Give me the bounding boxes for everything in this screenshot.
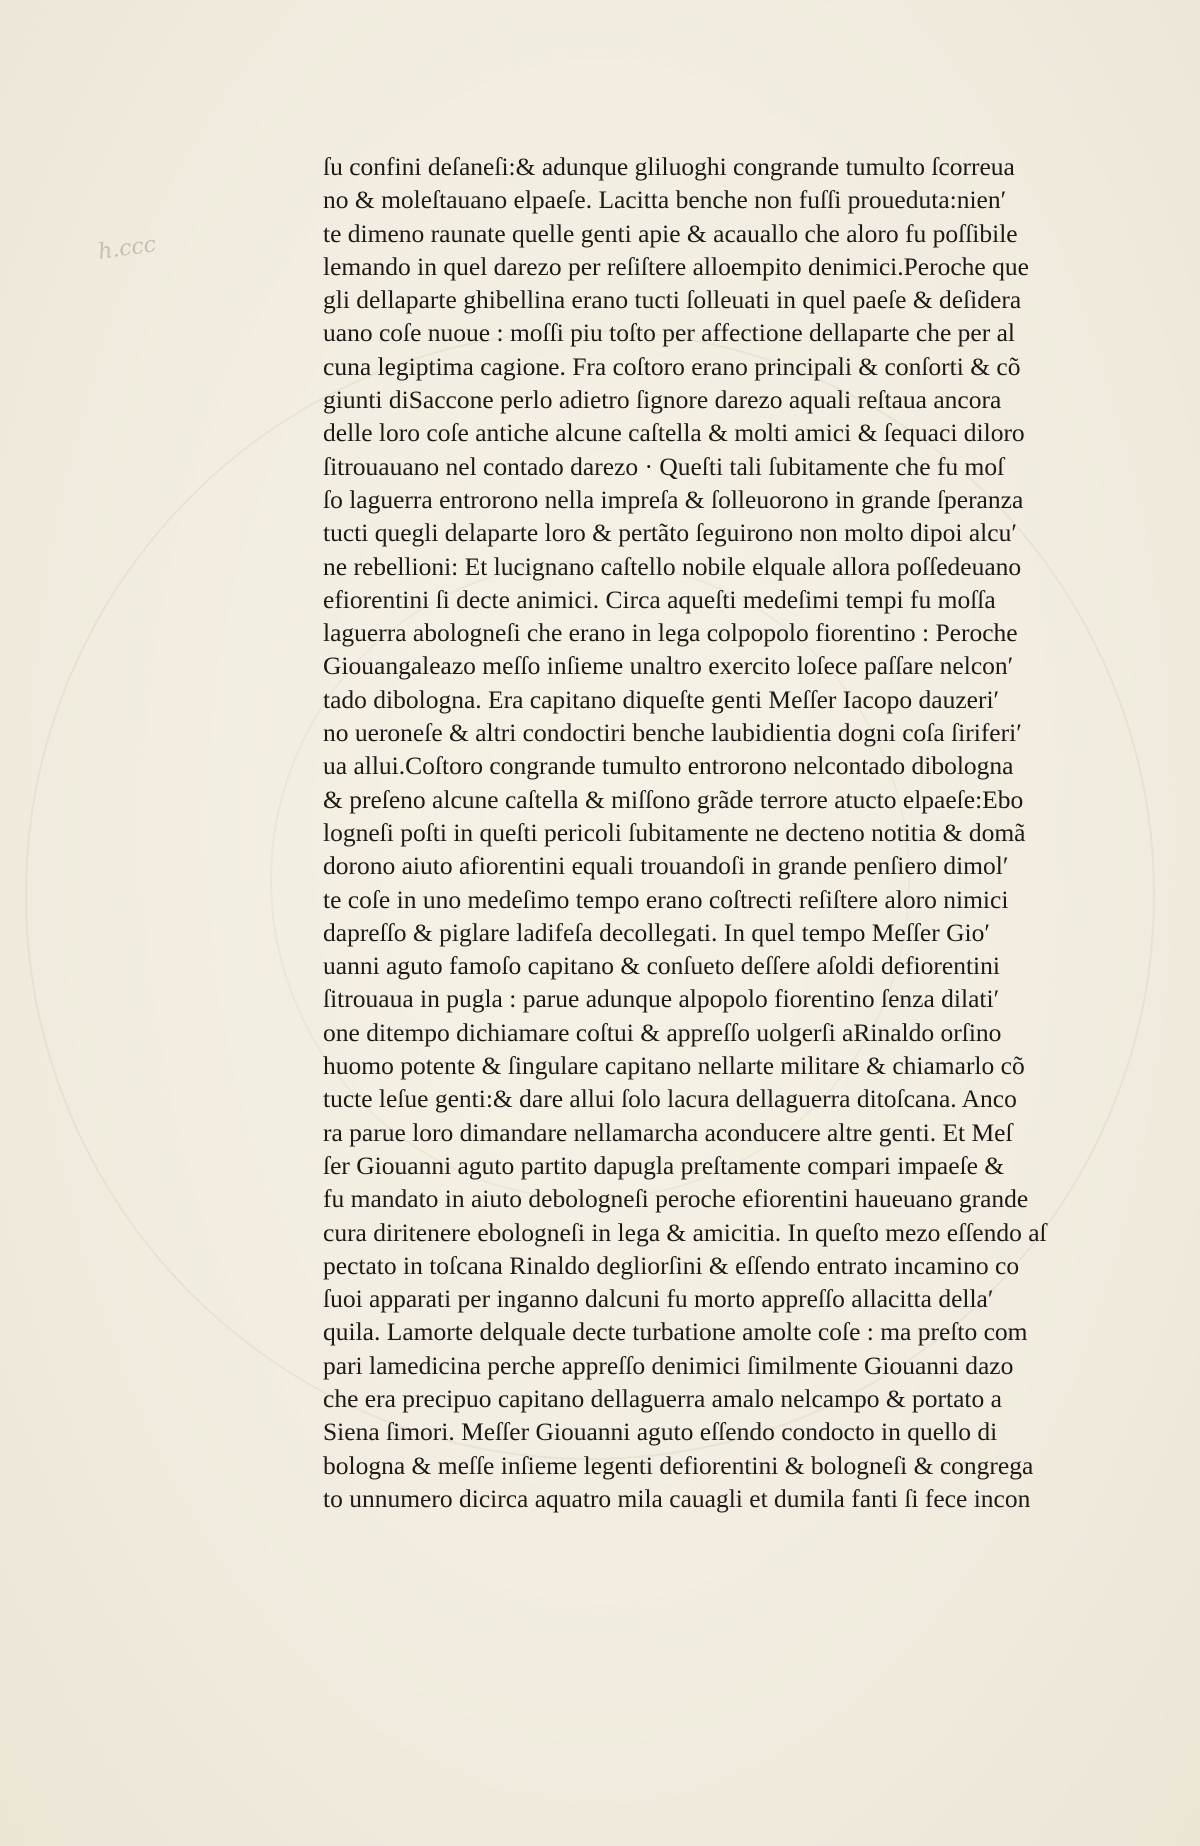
text-line: ſo laguerra entrorono nella impreſa & ſolleuorono in grande ſperanza bbox=[323, 484, 1024, 514]
text-line: Siena ſimori. Meſſer Giouanni aguto eſſendo condocto in quello di bbox=[323, 1417, 998, 1447]
text-line: che era precipuo capitano dellaguerra amalo nelcampo & portato a bbox=[323, 1383, 1002, 1413]
text-line: to unnumero dicirca aquatro mila cauagli et dumila fanti ſi fece incon bbox=[323, 1483, 1031, 1513]
text-line: & preſeno alcune caſtella & miſſono grãde terrore atucto elpaeſe:Ebo bbox=[323, 784, 1024, 814]
text-line: efiorentini ſi decte animici. Circa aqueſti medeſimi tempi fu moſſa bbox=[323, 584, 996, 614]
text-line: te dimeno raunate quelle genti apie & acauallo che aloro fu poſſibile bbox=[323, 218, 1018, 248]
folio-mark: h.ccc bbox=[96, 232, 158, 265]
text-line: Giouangaleazo meſſo inſieme unaltro exercito loſece paſſare nelcon′ bbox=[323, 651, 1014, 681]
text-line: tucti quegli delaparte loro & pertãto ſeguirono non molto dipoi alcu′ bbox=[323, 518, 1017, 548]
text-line: dorono aiuto afiorentini equali trouandoſi in grande penſiero dimol′ bbox=[323, 851, 1009, 881]
text-line: ne rebellioni: Et lucignano caſtello nobile elquale allora poſſedeuano bbox=[323, 551, 1022, 581]
text-line: tucte leſue genti:& dare allui ſolo lacura dellaguerra ditoſcana. Anco bbox=[323, 1084, 1017, 1114]
text-line: no ueroneſe & altri condoctiri benche laubidientia dogni coſa ſiriferi′ bbox=[323, 718, 1022, 748]
text-line: ſitrouauano nel contado darezo · Queſti tali ſubitamente che fu moſ bbox=[323, 451, 1005, 481]
text-line: ſitrouaua in pugla : parue adunque alpopolo fiorentino ſenza dilati′ bbox=[323, 984, 1000, 1014]
text-line: fu mandato in aiuto debologneſi peroche efiorentini haueuano grande bbox=[323, 1184, 1029, 1214]
text-line: logneſi poſti in queſti pericoli ſubitamente ne decteno notitia & domã bbox=[323, 817, 1026, 847]
text-line: laguerra abologneſi che erano in lega colpopolo fiorentino : Peroche bbox=[323, 618, 1018, 648]
text-line: pari lamedicina perche appreſſo denimici ſimilmente Giouanni dazo bbox=[323, 1350, 1014, 1380]
text-line: uanni aguto famoſo capitano & conſueto deſſere aſoldi defiorentini bbox=[323, 951, 1000, 981]
text-line: uano coſe nuoue : moſſi piu toſto per affectione dellaparte che per al bbox=[323, 318, 1016, 348]
text-line: pectato in toſcana Rinaldo degliorſini & eſſendo entrato incamino co bbox=[323, 1250, 1020, 1280]
text-line: ſu confini deſaneſi:& adunque gliluoghi congrande tumulto ſcorreua bbox=[323, 152, 1015, 181]
text-line: gli dellaparte ghibellina erano tucti ſolleuati in quel paeſe & deſidera bbox=[323, 285, 1022, 315]
text-line: ſuoi apparati per inganno dalcuni fu morto appreſſo allacitta della′ bbox=[323, 1284, 994, 1314]
text-line: ſer Giouanni aguto partito dapugla preſtamente compari impaeſe & bbox=[323, 1150, 1005, 1180]
text-line: tado dibologna. Era capitano diqueſte genti Meſſer Iacopo dauzeri′ bbox=[323, 684, 1000, 714]
text-line: ua allui.Coſtoro congrande tumulto entrorono nelcontado dibologna bbox=[323, 751, 1014, 781]
text-line: giunti diSaccone perlo adietro ſignore darezo aquali reſtaua ancora bbox=[323, 385, 1002, 415]
text-line: bologna & meſſe inſieme legenti defiorentini & bologneſi & congrega bbox=[323, 1450, 1034, 1480]
text-line: delle loro coſe antiche alcune caſtella & molti amici & ſequaci diloro bbox=[323, 418, 1025, 448]
text-block bbox=[323, 150, 1103, 1515]
text-line: dapreſſo & piglare ladifeſa decollegati. In quel tempo Meſſer Gio′ bbox=[323, 917, 990, 947]
text-line: ra parue loro dimandare nellamarcha aconducere altre genti. Et Meſ bbox=[323, 1117, 1013, 1147]
text-line: lemando in quel darezo per reſiſtere alloempito denimici.Peroche que bbox=[323, 251, 1029, 281]
text-line: one ditempo dichiamare coſtui & appreſſo uolgerſi aRinaldo orſino bbox=[323, 1017, 1002, 1047]
text-line: huomo potente & ſingulare capitano nellarte militare & chiamarlo cõ bbox=[323, 1051, 1025, 1081]
text-line: cura diritenere ebologneſi in lega & amicitia. In queſto mezo eſſendo aſ bbox=[323, 1217, 1047, 1247]
text-line: quila. Lamorte delquale decte turbatione amolte coſe : ma preſto com bbox=[323, 1317, 1028, 1347]
text-line: cuna legiptima cagione. Fra coſtoro erano principali & conſorti & cõ bbox=[323, 351, 1021, 381]
text-line: te coſe in uno medeſimo tempo erano coſtrecti reſiſtere aloro nimici bbox=[323, 884, 1009, 914]
text-line: no & moleſtauano elpaeſe. Lacitta benche non fuſſi proueduta:nien′ bbox=[323, 185, 1007, 215]
